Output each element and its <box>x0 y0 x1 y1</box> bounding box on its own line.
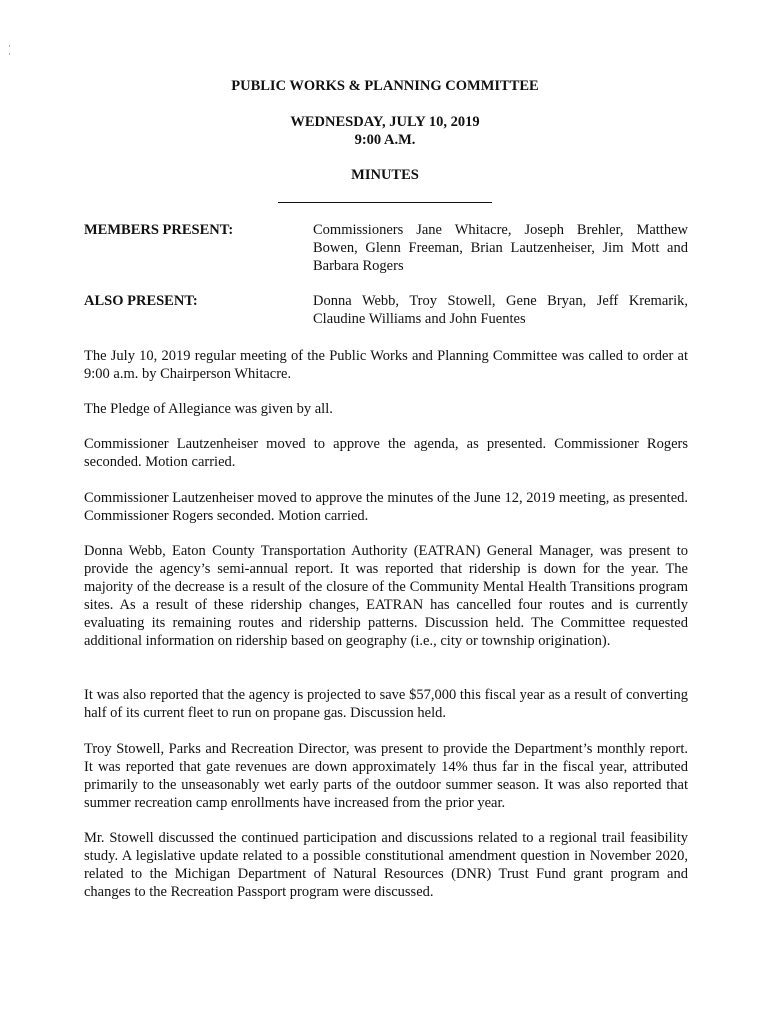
parks-report-paragraph: Troy Stowell, Parks and Recreation Director, was present to provide the Department’s monthly report. It was reported that gate revenues are down approximately 14% thus far in the fiscal year, attributed primarily to the unseasonably wet early parts of the outdoor summer season. It was also reported that summer recreation camp enrollments have increased from the prior year. <box>84 741 688 811</box>
also-present-list: Donna Webb, Troy Stowell, Gene Bryan, Jeff Kremarik, Claudine Williams and John Fuentes <box>313 293 688 327</box>
minutes-approval-paragraph: Commissioner Lautzenheiser moved to approve the minutes of the June 12, 2019 meeting, as presented. Commissioner Rogers seconded. Motion carried. <box>84 490 688 524</box>
meeting-time: 9:00 A.M. <box>354 132 416 148</box>
members-present-label: MEMBERS PRESENT: <box>84 222 234 238</box>
document-type: MINUTES <box>351 167 419 183</box>
scan-speck: · <box>8 41 11 51</box>
title-underline <box>278 202 492 203</box>
trail-study-paragraph: Mr. Stowell discussed the continued participation and discussions related to a regional trail feasibility study. A legislative update related to a possible constitutional amendment question in November 2020, related to the Michigan Department of Natural Resources (DNR) Trust Fund grant program and changes to the Recreation Passport program were discussed. <box>84 830 688 900</box>
also-present-label: ALSO PRESENT: <box>84 293 198 309</box>
eatran-report-paragraph: Donna Webb, Eaton County Transportation Authority (EATRAN) General Manager, was present to provide the agency’s semi-annual report. It was reported that ridership is down for the year. The majority of the decrease is a result of the closure of the Community Mental Health Transitions program sites. As a result of these ridership changes, EATRAN has cancelled four routes and is currently evaluating its remaining routes and ridership patterns. Discussion held. The Committee requested additional information on ridership based on geography (i.e., city or township origination). <box>84 543 688 649</box>
committee-title: PUBLIC WORKS & PLANNING COMMITTEE <box>231 78 539 94</box>
call-to-order-paragraph: The July 10, 2019 regular meeting of the Public Works and Planning Committee was called to order at 9:00 a.m. by Chairperson Whitacre. <box>84 348 688 382</box>
meeting-date: WEDNESDAY, JULY 10, 2019 <box>290 114 480 130</box>
agenda-approval-paragraph: Commissioner Lautzenheiser moved to approve the agenda, as presented. Commissioner Rogers seconded. Motion carried. <box>84 436 688 470</box>
pledge-paragraph: The Pledge of Allegiance was given by all. <box>84 401 333 417</box>
scan-speck: · <box>8 49 11 59</box>
members-present-list: Commissioners Jane Whitacre, Joseph Brehler, Matthew Bowen, Glenn Freeman, Brian Lautzenheiser, Jim Mott and Barbara Rogers <box>313 222 688 274</box>
propane-savings-paragraph: It was also reported that the agency is projected to save $57,000 this fiscal year as a result of converting half of its current fleet to run on propane gas. Discussion held. <box>84 687 688 721</box>
